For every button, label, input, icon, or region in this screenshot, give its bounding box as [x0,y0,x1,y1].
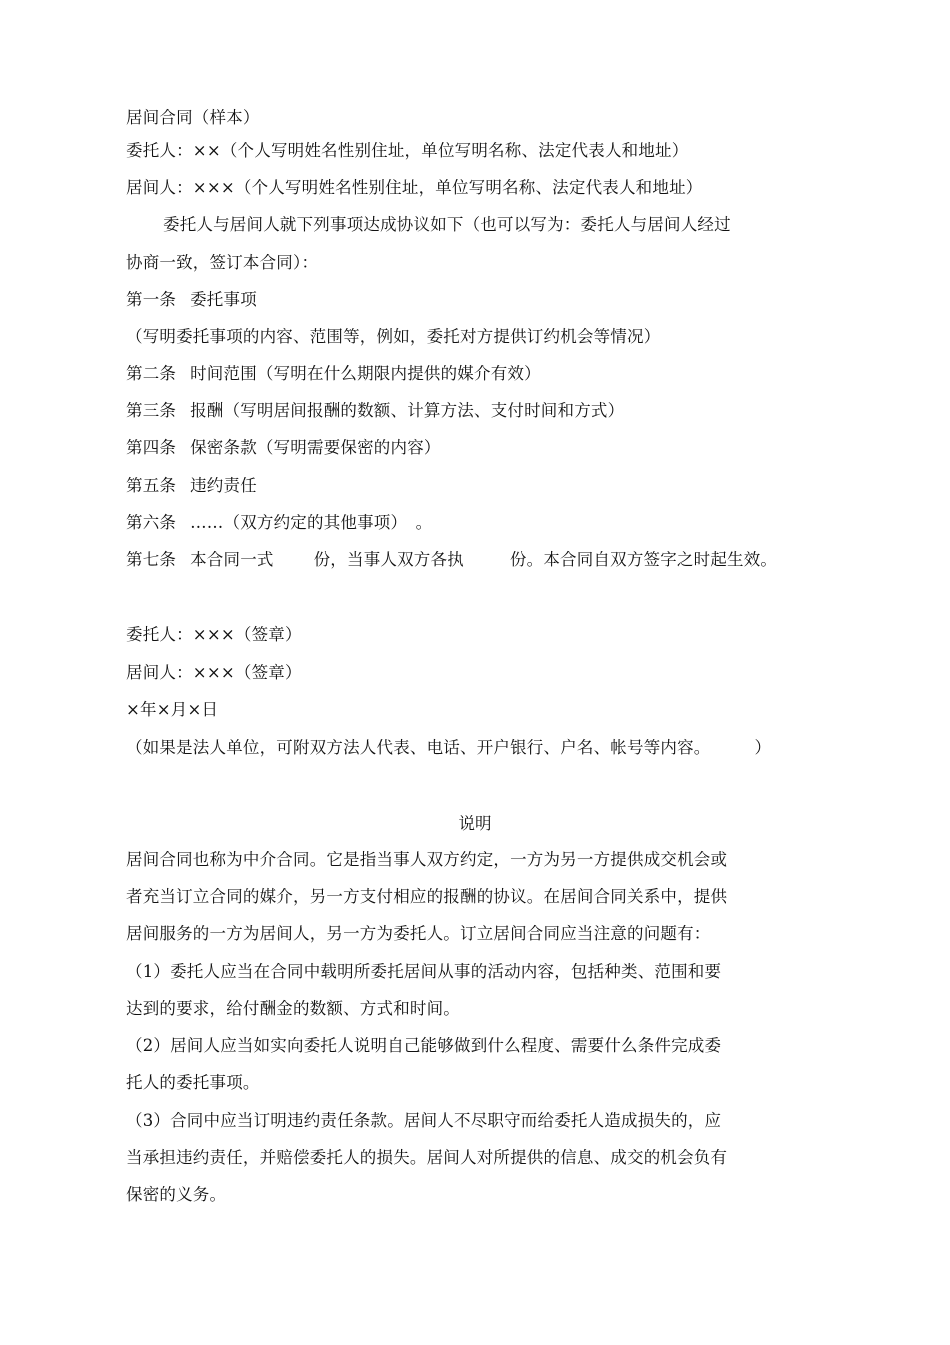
explanation-p3-line-2: 托人的委托事项。 [126,1073,260,1092]
signature-note-end: ） [754,738,772,757]
article-3 [126,400,624,422]
article-1-note: （写明委托事项的内容、范围等，例如，委托对方提供订约机会等情况） [126,327,661,346]
explanation-p4-line-1: （3）合同中应当订明违约责任条款。居间人不尽职守而给委托人造成损失的，应 [126,1111,722,1130]
article-1-text: 委托事项 [190,290,257,309]
broker-line: 居间人：×××（个人写明姓名性别住址，单位写明名称、法定代表人和地址） [126,178,703,197]
explanation-heading: 说明 [458,814,492,833]
article-2 [126,363,541,385]
contract-title: 居间合同（样本） [126,108,260,127]
article-1 [126,289,257,311]
article-7-part-1: 本合同一式 [190,550,274,569]
article-5-text: 违约责任 [190,476,257,495]
explanation-p3-line-1: （2）居间人应当如实向委托人说明自己能够做到什么程度、需要什么条件完成委 [126,1036,722,1055]
article-6-text: ……（双方约定的其他事项） 。 [190,513,433,532]
explanation-p1-line-1: 居间合同也称为中介合同。它是指当事人双方约定，一方为另一方提供成交机会或 [126,850,728,869]
article-3-text: 报酬（写明居间报酬的数额、计算方法、支付时间和方式） [190,401,625,420]
article-5 [126,475,257,497]
explanation-p1-line-2: 者充当订立合同的媒介，另一方支付相应的报酬的协议。在居间合同关系中，提供 [126,887,728,906]
article-2-text: 时间范围（写明在什么期限内提供的媒介有效） [190,364,541,383]
broker-signature: 居间人：×××（签章） [126,663,302,682]
intro-line-1: 委托人与居间人就下列事项达成协议如下（也可以写为：委托人与居间人经过 [163,215,731,234]
client-signature: 委托人：×××（签章） [126,625,302,644]
article-7 [126,549,777,571]
article-5-number: 第五条 [126,476,177,495]
article-6-number: 第六条 [126,513,177,532]
signature-note [126,737,771,759]
article-7-part-3: 份。本合同自双方签字之时起生效。 [509,550,778,569]
article-4-text: 保密条款（写明需要保密的内容） [190,438,441,457]
client-line: 委托人：××（个人写明姓名性别住址，单位写明名称、法定代表人和地址） [126,141,689,160]
article-3-number: 第三条 [126,401,177,420]
article-7-part-2: 份，当事人双方各执 [313,550,464,569]
article-1-number: 第一条 [126,290,177,309]
article-4-number: 第四条 [126,438,177,457]
intro-line-2: 协商一致，签订本合同）： [126,253,319,272]
explanation-p1-line-3: 居间服务的一方为居间人，另一方为委托人。订立居间合同应当注意的问题有： [126,924,711,943]
signature-note-main: （如果是法人单位，可附双方法人代表、电话、开户银行、户名、帐号等内容。 [126,738,711,757]
article-7-number: 第七条 [126,550,177,569]
article-4 [126,437,441,459]
explanation-p4-line-3: 保密的义务。 [126,1185,227,1204]
article-2-number: 第二条 [126,364,177,383]
article-6 [126,512,432,534]
explanation-p4-line-2: 当承担违约责任，并赔偿委托人的损失。居间人对所提供的信息、成交的机会负有 [126,1148,728,1167]
explanation-p2-line-1: （1）委托人应当在合同中载明所委托居间从事的活动内容，包括种类、范围和要 [126,962,722,981]
explanation-p2-line-2: 达到的要求，给付酬金的数额、方式和时间。 [126,999,460,1018]
signature-date: ×年×月×日 [126,700,219,719]
